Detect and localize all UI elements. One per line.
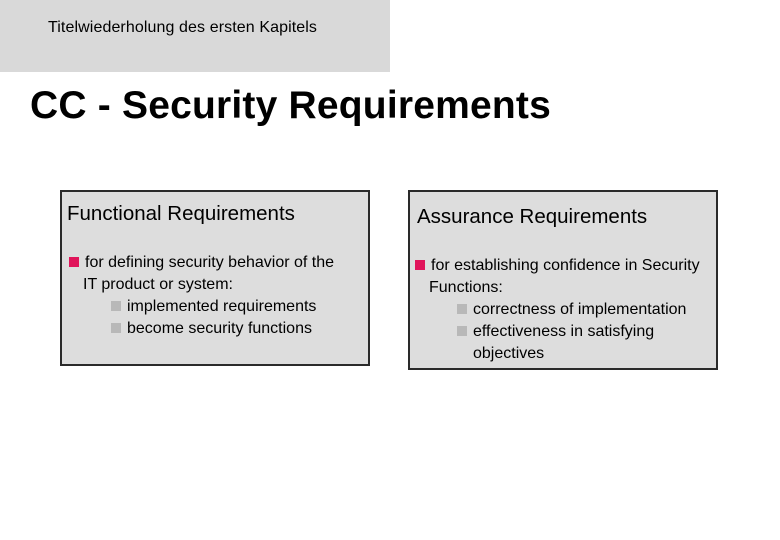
functional-requirements-box: [60, 190, 370, 366]
functional-bullet-line2: IT product or system:: [83, 276, 233, 293]
functional-heading: Functional Requirements: [67, 202, 295, 225]
functional-bullet: [69, 252, 334, 340]
assurance-bullet: [415, 255, 700, 365]
assurance-sub-item-label: effectiveness in satisfying: [473, 323, 655, 340]
slide-title: CC - Security Requirements: [30, 84, 551, 127]
header-band: [0, 0, 390, 72]
assurance-requirements-box: [408, 190, 718, 370]
gray-square-bullet-icon: [111, 301, 121, 311]
functional-sub-item: [69, 318, 334, 340]
gray-square-bullet-icon: [111, 323, 121, 333]
functional-sub-item: [69, 296, 334, 318]
assurance-sub-item: [415, 299, 700, 321]
assurance-sub-item-label: correctness of implementation: [473, 301, 687, 318]
red-square-bullet-icon: [415, 260, 425, 270]
assurance-heading: Assurance Requirements: [417, 205, 648, 228]
gray-square-bullet-icon: [457, 326, 467, 336]
assurance-sub-item-continuation: objectives: [473, 345, 545, 362]
header-text: Titelwiederholung des ersten Kapitels: [48, 19, 318, 36]
red-square-bullet-icon: [69, 257, 79, 267]
functional-sub-item-label: become security functions: [127, 320, 312, 337]
gray-square-bullet-icon: [457, 304, 467, 314]
functional-bullet-line1: for defining security behavior of the: [85, 254, 335, 271]
assurance-bullet-line2: Functions:: [429, 279, 503, 296]
assurance-sub-item: [415, 321, 700, 343]
assurance-bullet-line1: for establishing confidence in Security: [431, 257, 700, 274]
functional-sub-item-label: implemented requirements: [127, 298, 317, 315]
